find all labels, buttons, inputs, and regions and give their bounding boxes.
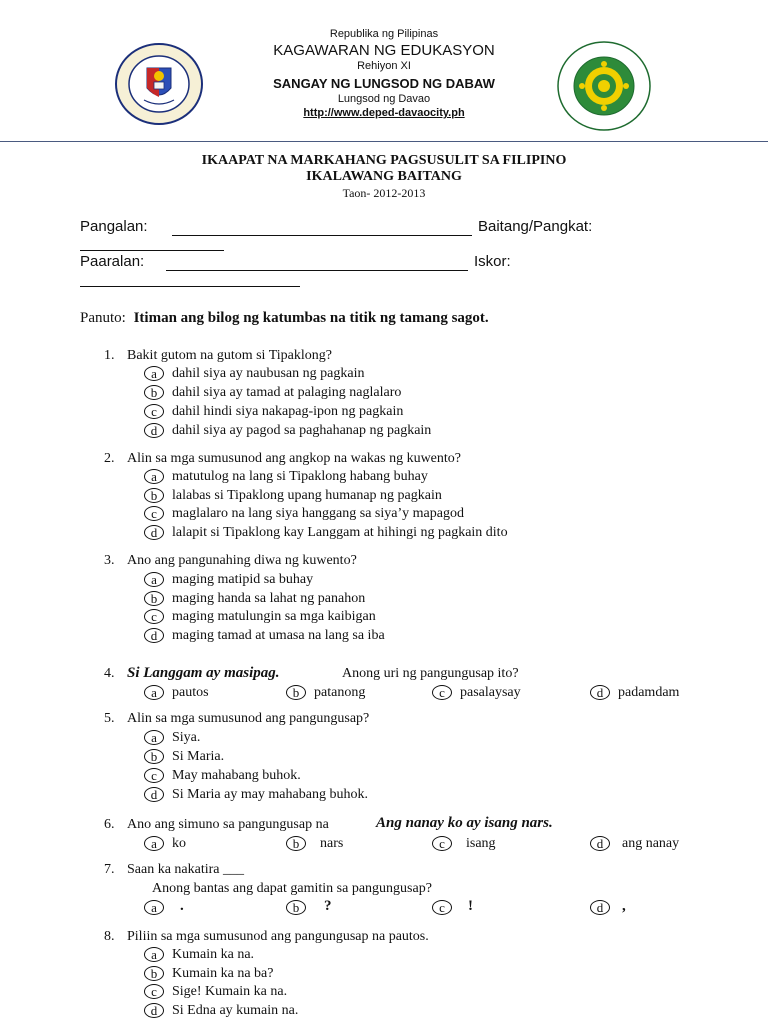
division-name: SANGAY NG LUNGSOD NG DABAW	[273, 76, 495, 91]
answer-bubble-d[interactable]: d	[590, 900, 610, 915]
question-text: Saan ka nakatira ___	[127, 862, 245, 877]
question-number: 6.	[104, 817, 115, 832]
option-text: Si Edna ay kumain na.	[172, 1003, 299, 1018]
answer-bubble-a[interactable]: a	[144, 900, 164, 915]
option-text: pautos	[172, 685, 209, 700]
option-text: maging handa sa lahat ng panahon	[172, 591, 366, 606]
option-text: padamdam	[618, 685, 680, 700]
answer-bubble-d[interactable]: d	[590, 836, 610, 851]
option-text: Siya.	[172, 730, 201, 745]
answer-bubble-c[interactable]: c	[144, 506, 164, 521]
grade-section-field[interactable]	[80, 250, 224, 251]
answer-bubble-b[interactable]: b	[144, 591, 164, 606]
option-text: isang	[466, 836, 496, 851]
answer-bubble-b[interactable]: b	[144, 966, 164, 981]
name-field[interactable]	[172, 235, 472, 236]
question-text: Anong uri ng pangungusap ito?	[342, 666, 519, 681]
option-text: patanong	[314, 685, 366, 700]
option-text: Kumain ka na ba?	[172, 966, 274, 981]
question-number: 4.	[104, 666, 115, 681]
question-emphasis: Ang nanay ko ay isang nars.	[376, 815, 553, 831]
division-website-link[interactable]: http://www.deped-davaocity.ph	[303, 107, 465, 119]
answer-bubble-a[interactable]: a	[144, 947, 164, 962]
question-number: 5.	[104, 711, 115, 726]
answer-bubble-b[interactable]: b	[144, 385, 164, 400]
answer-bubble-c[interactable]: c	[432, 900, 452, 915]
question-number: 2.	[104, 451, 115, 466]
option-text: ?	[324, 898, 332, 914]
option-text: Kumain ka na.	[172, 947, 255, 962]
answer-bubble-a[interactable]: a	[144, 572, 164, 587]
question-text: Ano ang simuno sa pangungusap na	[127, 817, 329, 832]
answer-bubble-b[interactable]: b	[286, 836, 306, 851]
school-label: Paaralan:	[80, 253, 145, 270]
school-field[interactable]	[166, 270, 468, 271]
option-text: lalabas si Tipaklong upang humanap ng pagkain	[172, 488, 442, 503]
answer-bubble-c[interactable]: c	[144, 984, 164, 999]
instructions-text: Itiman ang bilog ng katumbas na titik ng tamang sagot.	[133, 310, 489, 326]
grade-section-label: Baitang/Pangkat:	[478, 218, 593, 235]
answer-bubble-a[interactable]: a	[144, 469, 164, 484]
option-text: dahil siya ay pagod sa paghahanap ng pagkain	[172, 423, 432, 438]
option-text: nars	[320, 836, 344, 851]
question-number: 1.	[104, 348, 115, 363]
question-text: Bakit gutom na gutom si Tipaklong?	[127, 348, 332, 363]
city-line: Lungsod ng Davao	[337, 93, 431, 105]
region-line: Rehiyon XI	[357, 60, 411, 72]
option-text: matutulog na lang si Tipaklong habang buhay	[172, 469, 428, 484]
header-divider	[0, 141, 768, 142]
option-text: Si Maria ay may mahabang buhok.	[172, 787, 368, 802]
question-number: 3.	[104, 553, 115, 568]
question-subtext: Anong bantas ang dapat gamitin sa pangungusap?	[152, 881, 432, 896]
question-emphasis: Si Langgam ay masipag.	[127, 665, 280, 681]
answer-bubble-d[interactable]: d	[590, 685, 610, 700]
exam-grade: IKALAWANG BAITANG	[306, 169, 462, 184]
option-text: Sige! Kumain ka na.	[172, 984, 288, 999]
answer-bubble-d[interactable]: d	[144, 423, 164, 438]
option-text: !	[468, 898, 473, 914]
option-text: May mahabang buhok.	[172, 768, 301, 783]
option-text: dahil siya ay tamad at palaging naglalaro	[172, 385, 402, 400]
question-text: Ano ang pangunahing diwa ng kuwento?	[127, 553, 357, 568]
option-text: dahil siya ay naubusan ng pagkain	[172, 366, 365, 381]
republic-line: Republika ng Pilipinas	[329, 28, 439, 40]
option-text: Si Maria.	[172, 749, 225, 764]
answer-bubble-a[interactable]: a	[144, 836, 164, 851]
score-label: Iskor:	[474, 253, 511, 270]
instructions	[80, 310, 489, 327]
department-name: KAGAWARAN NG EDUKASYON	[273, 42, 495, 59]
option-text: ,	[622, 898, 626, 914]
answer-bubble-d[interactable]: d	[144, 1003, 164, 1018]
option-text: pasalaysay	[460, 685, 521, 700]
score-field[interactable]	[80, 286, 300, 287]
option-text: maging matulungin sa mga kaibigan	[172, 609, 376, 624]
option-text: .	[180, 898, 184, 914]
name-label: Pangalan:	[80, 218, 148, 235]
answer-bubble-b[interactable]: b	[144, 488, 164, 503]
answer-bubble-a[interactable]: a	[144, 685, 164, 700]
question-text: Alin sa mga sumusunod ang angkop na wakas ng kuwento?	[127, 451, 461, 466]
option-text: ko	[172, 836, 186, 851]
answer-bubble-c[interactable]: c	[432, 685, 452, 700]
answer-bubble-a[interactable]: a	[144, 366, 164, 381]
question-number: 7.	[104, 862, 115, 877]
answer-bubble-b[interactable]: b	[286, 900, 306, 915]
answer-bubble-b[interactable]: b	[286, 685, 306, 700]
option-text: lalapit si Tipaklong kay Langgam at hihingi ng pagkain dito	[172, 525, 508, 540]
answer-bubble-d[interactable]: d	[144, 628, 164, 643]
answer-bubble-d[interactable]: d	[144, 525, 164, 540]
instructions-label: Panuto:	[80, 310, 126, 326]
option-text: maging tamad at umasa na lang sa iba	[172, 628, 385, 643]
answer-bubble-c[interactable]: c	[144, 609, 164, 624]
option-text: ang nanay	[622, 836, 680, 851]
answer-bubble-b[interactable]: b	[144, 749, 164, 764]
option-text: dahil hindi siya nakapag-ipon ng pagkain	[172, 404, 404, 419]
question-number: 8.	[104, 929, 115, 944]
option-text: maglalaro na lang siya hanggang sa siya’y mapagod	[172, 506, 464, 521]
exam-year: Taon- 2012-2013	[342, 186, 426, 200]
answer-bubble-c[interactable]: c	[144, 768, 164, 783]
answer-bubble-c[interactable]: c	[432, 836, 452, 851]
answer-bubble-c[interactable]: c	[144, 404, 164, 419]
answer-bubble-d[interactable]: d	[144, 787, 164, 802]
question-text: Piliin sa mga sumusunod ang pangungusap na pautos.	[127, 929, 429, 944]
option-text: maging matipid sa buhay	[172, 572, 314, 587]
question-text: Alin sa mga sumusunod ang pangungusap?	[127, 711, 370, 726]
exam-title: IKAAPAT NA MARKAHANG PAGSUSULIT SA FILIPINO	[201, 153, 567, 168]
answer-bubble-a[interactable]: a	[144, 730, 164, 745]
